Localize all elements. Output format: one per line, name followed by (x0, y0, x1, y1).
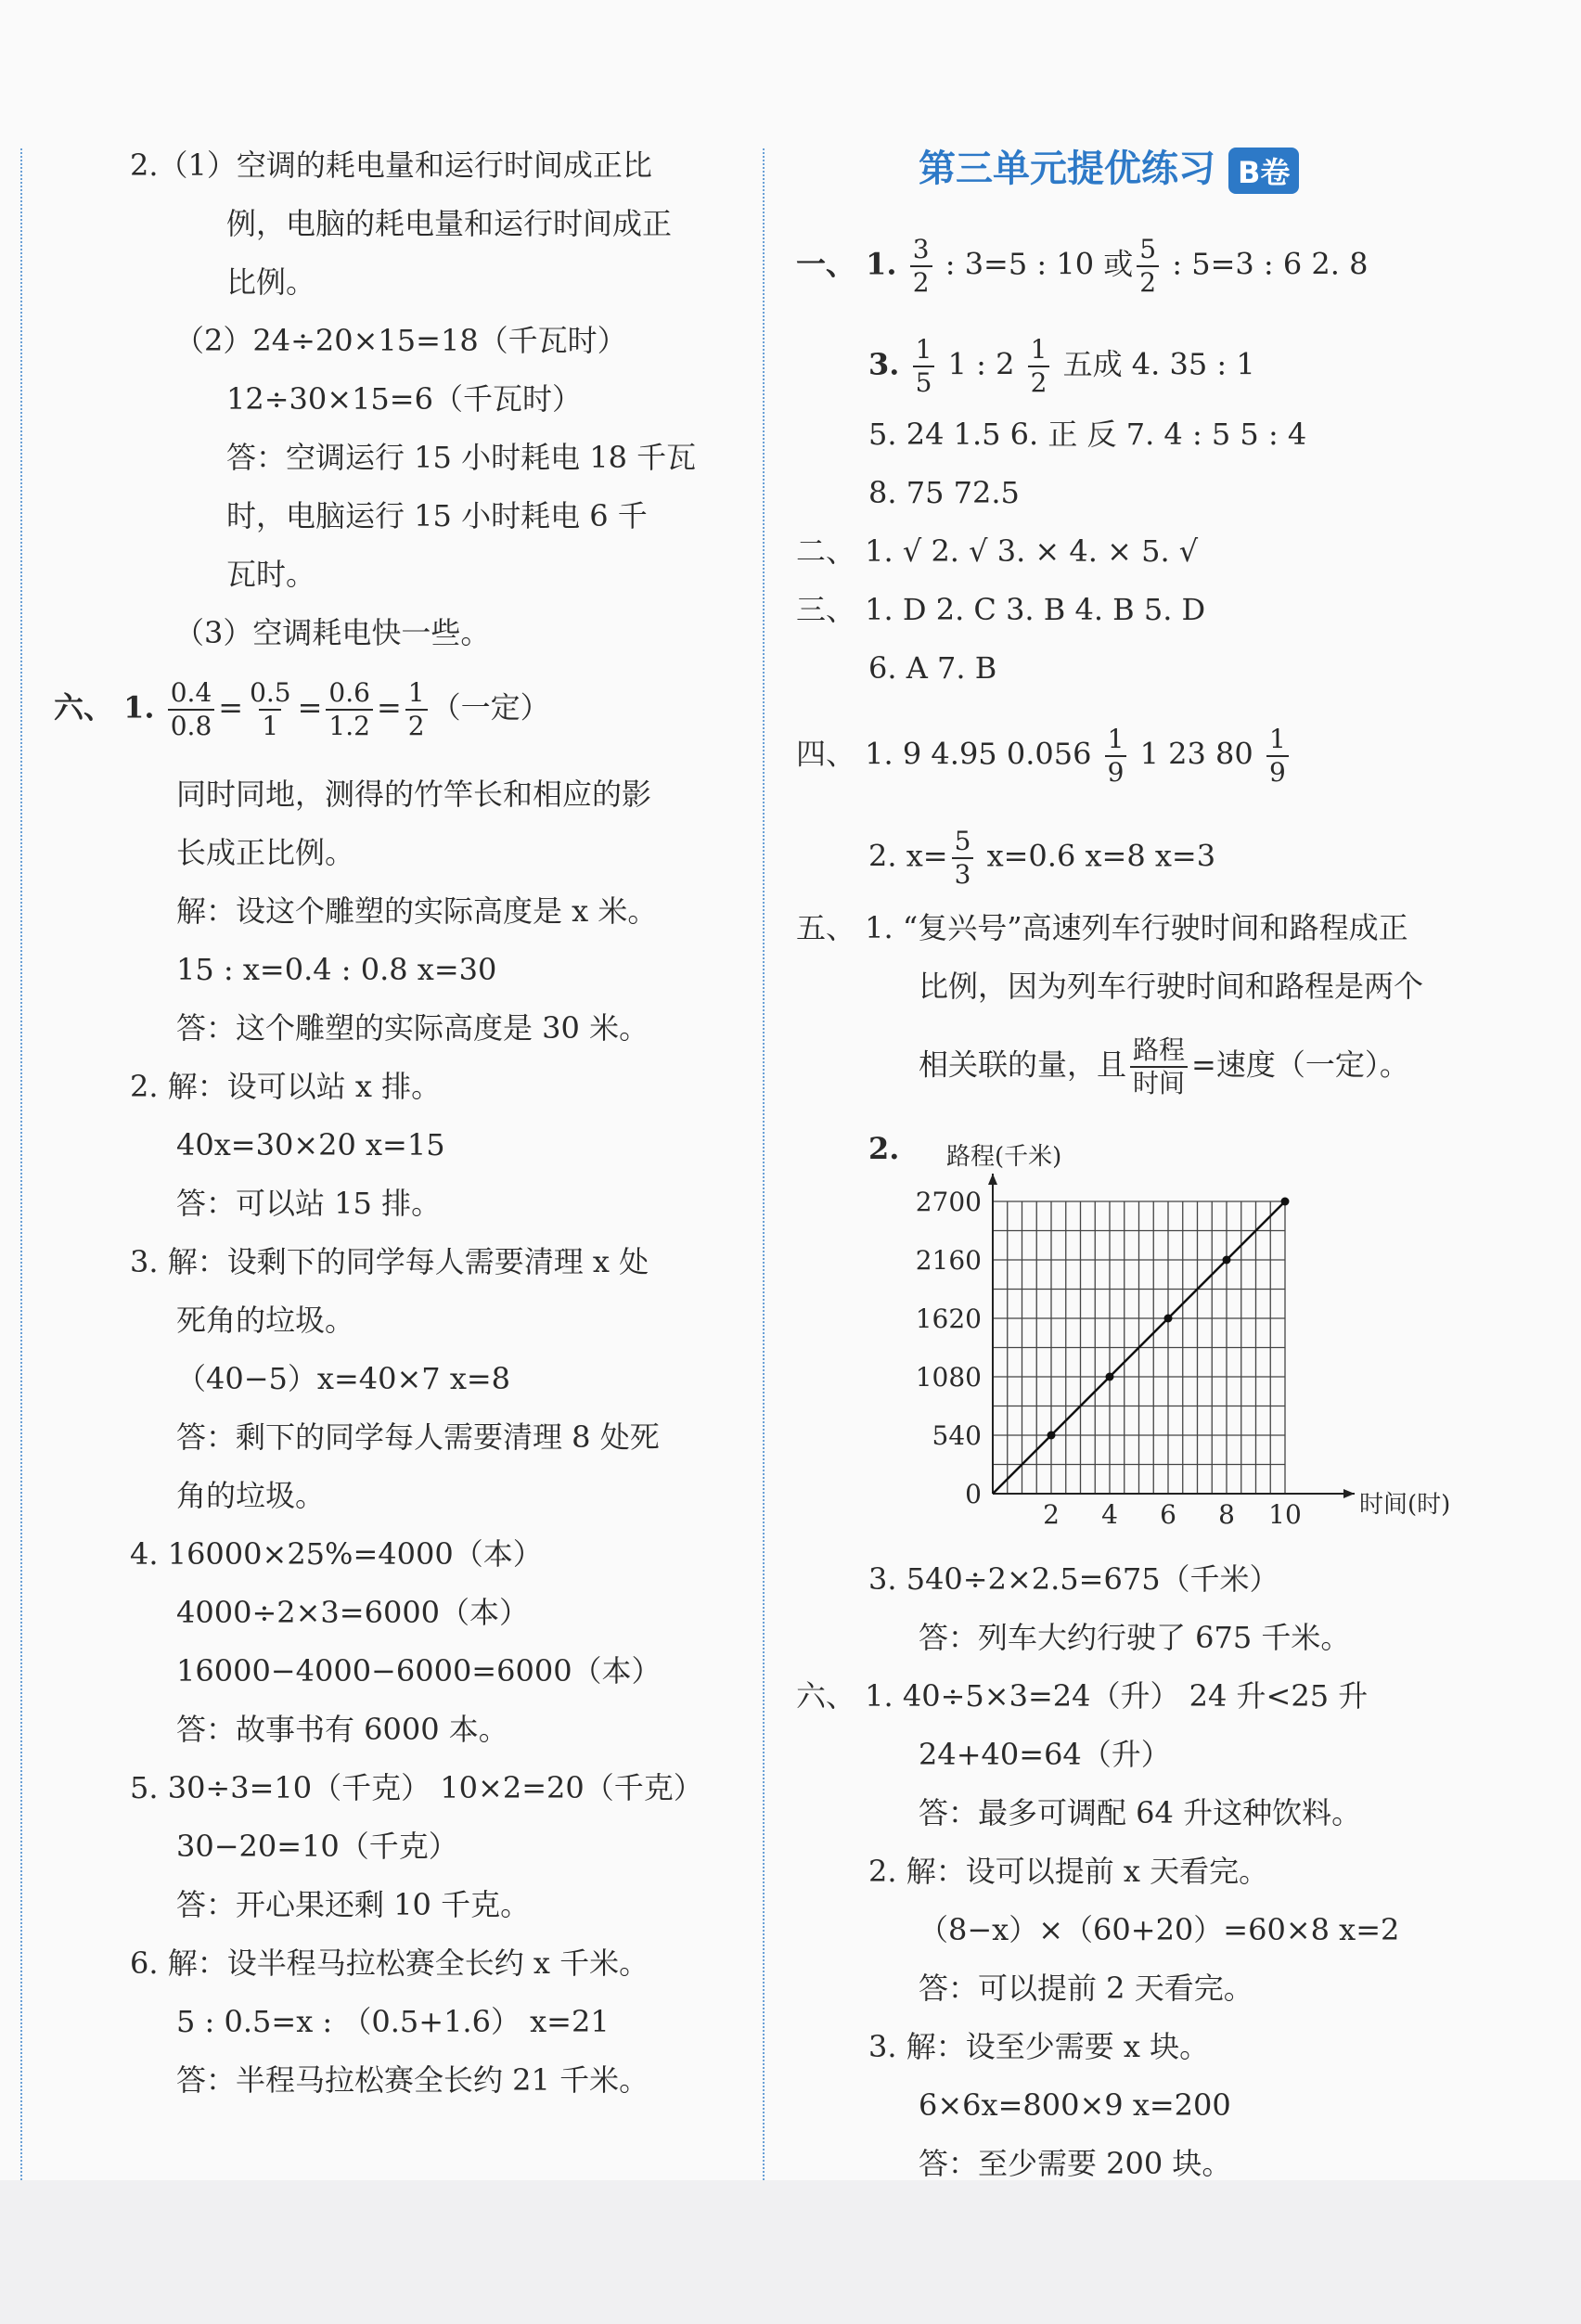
x-tick-label: 8 (1218, 1499, 1235, 1530)
section-6-heading: 六、 1. (54, 689, 155, 725)
left-line-18: 3. 解：设剩下的同学每人需要清理 x 处 (130, 1244, 649, 1279)
right-line-2: 3. $\frac{1}{5}$ 1 : 2 $\frac{1}{2}$ 五成 4. 35 : 1 (868, 334, 1255, 398)
fraction: $\frac{1}{9}$ (1266, 724, 1289, 789)
right-line-20: （8−x）×（60+20）=60×8 x=2 (919, 1912, 1400, 1947)
right-line-23: 6×6x=800×9 x=200 (919, 2087, 1231, 2123)
right-line-10: 五、 1. “复兴号”高速列车行驶时间和路程成正 (796, 910, 1408, 945)
y-axis-arrow (988, 1174, 997, 1185)
data-point (1223, 1256, 1231, 1265)
section-title (919, 139, 1299, 194)
y-tick-label: 540 (932, 1420, 982, 1451)
right-line-13: 2. (868, 1131, 900, 1166)
right-line-14: 3. 540÷2×2.5=675（千米） (868, 1561, 1279, 1597)
right-line-8: 四、 1. 9 4.95 0.056 $\frac{1}{9}$ 1 23 80 $\frac{1}{9}$ (796, 724, 1292, 789)
section-title-text: 第三单元提优练习 (919, 148, 1215, 190)
right-line-24: 答：至少需要 200 块。 (919, 2146, 1232, 2181)
left-line-27: 5. 30÷3=10（千克） 10×2=20（千克） (130, 1770, 703, 1805)
right-line-11: 比例，因为列车行驶时间和路程是两个 (919, 969, 1424, 1004)
margin-dotted-line (20, 148, 22, 2180)
left-line-5: 12÷30×15=6（千瓦时） (226, 381, 582, 417)
left-line-22: 角的垃圾。 (176, 1478, 326, 1513)
fraction: $\frac{5}{3}$ (952, 826, 974, 891)
right-line-22: 3. 解：设至少需要 x 块。 (868, 2029, 1210, 2064)
left-line-26: 答：故事书有 6000 本。 (176, 1712, 508, 1747)
section-6-ratio-line: 六、 1. $\frac{0.4}{0.8}$ = $\frac{0.5}{1}$ = $\frac{0.6}{1.2}$ = $\frac{1}{2}$ （一定） (54, 677, 550, 741)
left-line-4: （2）24÷20×15=18（千瓦时） (174, 323, 627, 358)
y-tick-label: 1620 (915, 1303, 982, 1334)
left-line-6: 答：空调运行 15 小时耗电 18 千瓦 (226, 440, 697, 475)
right-line-9: 2. x= $\frac{5}{3}$ x=0.6 x=8 x=3 (868, 826, 1216, 890)
fraction: $\frac{3}{2}$ (910, 234, 932, 299)
left-line-17: 答：可以站 15 排。 (176, 1186, 442, 1221)
right-line-7: 6. A 7. B (868, 650, 997, 686)
data-point (1281, 1198, 1290, 1206)
left-line-9: （3）空调耗电快一些。 (174, 615, 491, 650)
left-line-23: 4. 16000×25%=4000（本） (130, 1536, 543, 1572)
left-line-8: 瓦时。 (226, 557, 316, 592)
left-line-2: 例，电脑的耗电量和运行时间成正 (226, 206, 673, 241)
right-line-21: 答：可以提前 2 天看完。 (919, 1971, 1253, 2006)
left-line-13: 15 : x=0.4 : 0.8 x=30 (176, 952, 497, 987)
right-line-4: 8. 75 72.5 (868, 475, 1020, 510)
volume-badge: B卷 (1228, 148, 1299, 194)
left-line-12: 解：设这个雕塑的实际高度是 x 米。 (176, 893, 658, 929)
left-line-19: 死角的垃圾。 (176, 1303, 355, 1338)
left-line-11: 长成正比例。 (176, 835, 355, 870)
left-line-3: 比例。 (226, 264, 316, 300)
column-divider (763, 148, 765, 2180)
right-line-17: 24+40=64（升） (919, 1737, 1171, 1772)
fraction: $\frac{1}{5}$ (913, 334, 935, 399)
y-tick-label: 0 (965, 1479, 982, 1509)
x-tick-label: 2 (1043, 1499, 1060, 1530)
data-point (1048, 1432, 1056, 1440)
y-axis-label: 路程(千米) (946, 1143, 1062, 1171)
fraction: $\frac{\text{路程}}{\text{时间}}$ (1130, 1034, 1188, 1099)
fraction: $\frac{0.4}{0.8}$ (168, 677, 215, 742)
left-line-29: 答：开心果还剩 10 千克。 (176, 1887, 531, 1922)
left-line-10: 同时同地，测得的竹竿长和相应的影 (176, 777, 652, 812)
fraction: $\frac{1}{2}$ (1028, 334, 1050, 399)
right-line-1: 一、 1. $\frac{3}{2}$ : 3=5 : 10 或 $\frac{5}{2}$ : 5=3 : 6 2. 8 (796, 234, 1369, 298)
left-line-25: 16000−4000−6000=6000（本） (176, 1653, 662, 1688)
left-line-32: 答：半程马拉松赛全长约 21 千米。 (176, 2062, 649, 2098)
x-tick-label: 4 (1101, 1499, 1118, 1530)
left-line-31: 5 : 0.5=x : （0.5+1.6） x=21 (176, 2004, 610, 2039)
left-line-30: 6. 解：设半程马拉松赛全长约 x 千米。 (130, 1945, 649, 1981)
distance-time-chart (863, 1127, 1457, 1535)
y-tick-label: 1080 (915, 1362, 982, 1393)
fraction: $\frac{0.5}{1}$ (250, 677, 291, 741)
x-axis-label: 时间(时) (1359, 1491, 1451, 1519)
fraction: $\frac{5}{2}$ (1137, 234, 1159, 299)
bottom-band (0, 2180, 1581, 2324)
right-line-16: 六、 1. 40÷5×3=24（升） 24 升<25 升 (796, 1678, 1369, 1714)
left-line-20: （40−5）x=40×7 x=8 (176, 1361, 511, 1396)
right-line-3: 5. 24 1.5 6. 正 反 7. 4 : 5 5 : 4 (868, 417, 1307, 452)
fraction: $\frac{0.6}{1.2}$ (326, 677, 373, 742)
left-line-1: 2.（1）空调的耗电量和运行时间成正比 (130, 148, 652, 183)
fraction: $\frac{1}{9}$ (1105, 724, 1127, 789)
right-line-5: 二、 1. √ 2. √ 3. × 4. × 5. √ (796, 533, 1199, 569)
left-line-16: 40x=30×20 x=15 (176, 1127, 445, 1162)
left-line-21: 答：剩下的同学每人需要清理 8 处死 (176, 1419, 660, 1455)
left-line-28: 30−20=10（千克） (176, 1829, 458, 1864)
left-line-7: 时，电脑运行 15 小时耗电 6 千 (226, 498, 648, 533)
right-line-12: 相关联的量，且 $\frac{\text{路程}}{\text{时间}}$ =速度（一定）。 (919, 1034, 1409, 1098)
right-line-6: 三、 1. D 2. C 3. B 4. B 5. D (796, 592, 1206, 627)
y-tick-label: 2700 (915, 1187, 982, 1217)
x-tick-label: 6 (1160, 1499, 1176, 1530)
data-point (1164, 1315, 1173, 1323)
x-tick-label: 10 (1268, 1499, 1302, 1530)
right-line-18: 答：最多可调配 64 升这种饮料。 (919, 1795, 1362, 1830)
fraction: $\frac{1}{2}$ (405, 677, 428, 742)
x-axis-arrow (1343, 1489, 1355, 1498)
right-line-15: 答：列车大约行驶了 675 千米。 (919, 1620, 1351, 1655)
data-point (1106, 1373, 1114, 1381)
left-line-15: 2. 解：设可以站 x 排。 (130, 1069, 442, 1104)
left-line-24: 4000÷2×3=6000（本） (176, 1595, 530, 1630)
left-line-14: 答：这个雕塑的实际高度是 30 米。 (176, 1010, 649, 1046)
right-line-19: 2. 解：设可以提前 x 天看完。 (868, 1854, 1269, 1889)
y-tick-label: 2160 (915, 1245, 982, 1276)
